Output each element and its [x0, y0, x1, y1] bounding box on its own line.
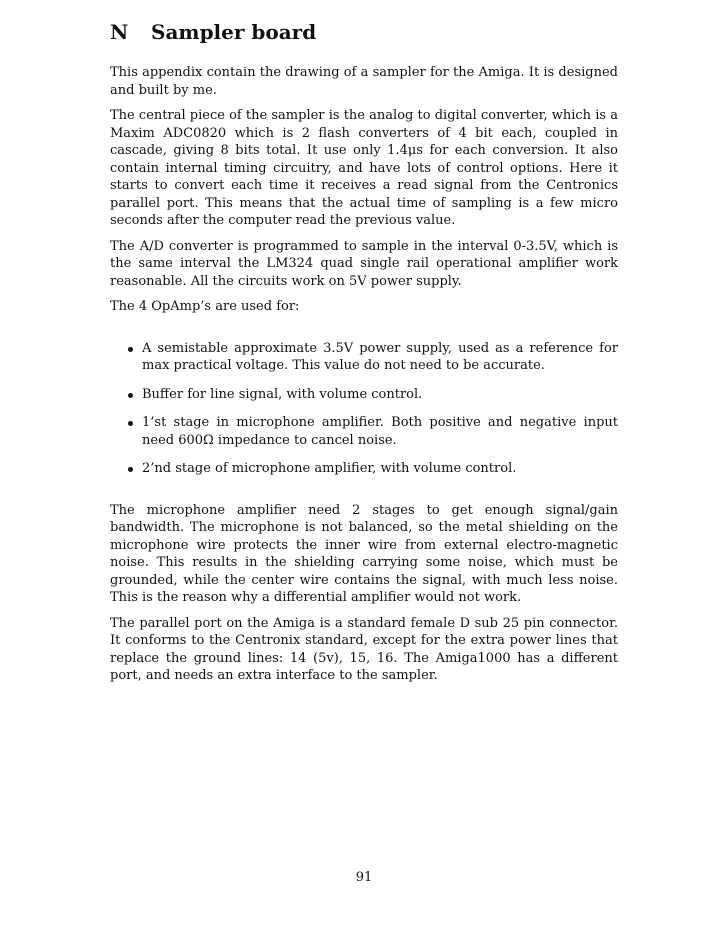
bullet-icon	[128, 347, 133, 352]
list-item	[110, 414, 618, 449]
list-item-text: 2’nd stage of microphone amplifier, with volume control.	[142, 461, 517, 476]
bullet-icon	[128, 393, 133, 398]
page-number: 91	[355, 870, 373, 885]
section-heading	[110, 18, 618, 46]
list-item	[110, 340, 618, 375]
section-title: Sampler board	[151, 20, 317, 44]
list-item	[110, 386, 618, 404]
bullet-icon	[128, 421, 133, 426]
paragraph-opamps-intro: The 4 OpAmp’s are used for:	[110, 299, 300, 314]
list-item	[110, 460, 618, 478]
page-body	[110, 18, 618, 693]
paragraph-converter: The central piece of the sampler is the analog to digital converter, which is a Maxim ADC0820 which is 2 flash converters of 4 bit each, coupled in cascade, giving 8 bits total. It use only 1.4μs for each conversion. It also contain internal timing circuitry, and have lots of control options. Here it starts to convert each time it receives a read signal from the Centronics parallel port. This means that the actual time of sampling is a few micro seconds after the computer read the previous value.	[110, 108, 618, 228]
paragraph-intro: This appendix contain the drawing of a sampler for the Amiga. It is designed and built by me.	[110, 65, 618, 98]
paragraph-parallel-port: The parallel port on the Amiga is a standard female D sub 25 pin connector. It conforms to the Centronix standard, except for the extra power lines that replace the ground lines: 14 (5v), 15, 16. The Amiga1000 has a different port, and needs an extra interface to the sampler.	[110, 615, 618, 683]
paragraph-interval: The A/D converter is programmed to sample in the interval 0-3.5V, which is the same interval the LM324 quad single rail operational amplifier work reasonable. All the circuits work on 5V power supply.	[110, 238, 618, 289]
list-item-text: Buffer for line signal, with volume control.	[142, 386, 423, 402]
section-number: N	[110, 20, 129, 44]
list-item-text: 1’st stage in microphone amplifier. Both positive and negative input need 600Ω impedance to cancel noise.	[142, 415, 618, 448]
paragraph-microphone: The microphone amplifier need 2 stages to get enough signal/gain bandwidth. The microphone is not balanced, so the metal shielding on the microphone wire protects the inner wire from external electro-magnetic noise. This results in the shielding carrying some noise, which must be grounded, while the center wire contains the signal, with much less noise. This is the reason why a differential amplifier would not work.	[110, 502, 618, 605]
bullet-icon	[128, 467, 133, 472]
opamp-usage-list	[110, 340, 618, 478]
list-item-text: A semistable approximate 3.5V power supply, used as a reference for max practical voltage. This value do not need to be accurate.	[142, 340, 618, 373]
